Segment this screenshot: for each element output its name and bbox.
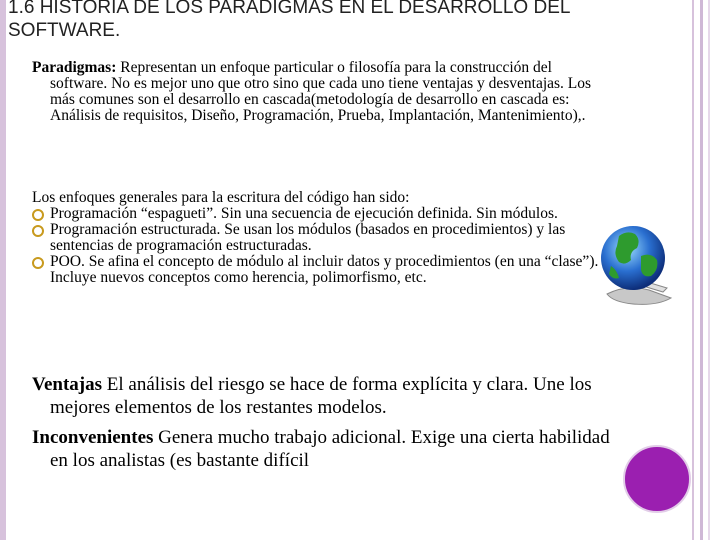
enfoques-section	[32, 190, 602, 286]
ventajas-paragraph	[32, 373, 632, 419]
list-item	[32, 206, 602, 222]
inconvenientes-label: Inconvenientes	[32, 427, 154, 448]
enfoques-list	[32, 206, 602, 286]
ring-bullet-icon	[32, 257, 44, 269]
globe-computer-icon	[597, 218, 677, 308]
list-item	[32, 254, 602, 286]
list-item	[32, 222, 602, 254]
right-decorative-rail	[692, 0, 694, 540]
right-decorative-rail	[700, 0, 703, 540]
slide-title: 1.6 HISTORIA DE LOS PARADIGMAS EN EL DESARROLLO DEL SOFTWARE.	[8, 0, 570, 41]
inconvenientes-text: Genera mucho trabajo adicional. Exige una cierta habilidad en los analistas (es bastante difícil	[50, 427, 610, 471]
ring-bullet-icon	[32, 225, 44, 237]
left-decorative-rail	[0, 0, 6, 540]
list-item-text: Programación “espagueti”. Sin una secuencia de ejecución definida. Sin módulos.	[50, 205, 558, 222]
paradigmas-paragraph	[32, 60, 607, 124]
list-item-text: POO. Se afina el concepto de módulo al incluir datos y procedimientos (en una “clase”). Incluye nuevos conceptos como herencia, polimorfismo, etc.	[50, 253, 599, 286]
ring-bullet-icon	[32, 209, 44, 221]
enfoques-intro: Los enfoques generales para la escritura del código han sido:	[32, 189, 410, 206]
ventajas-label: Ventajas	[32, 374, 103, 395]
inconvenientes-paragraph	[32, 426, 632, 472]
list-item-text: Programación estructurada. Se usan los módulos (basados en procedimientos) y las sentencias de programación estructuradas.	[50, 221, 566, 254]
paradigmas-label: Paradigmas:	[32, 59, 117, 76]
paradigmas-text: Representan un enfoque particular o filosofía para la construcción del software. No es mejor uno que otro sino que cada uno tiene ventajas y desventajas. Los más comunes son el desarrollo en cascada(metodología de desarrollo en cascada es: Análisis de requisitos, Diseño, Programación, Prueba, Implantación, Mantenimiento),.	[50, 59, 592, 124]
right-decorative-rail	[708, 0, 710, 540]
ventajas-text: El análisis del riesgo se hace de forma explícita y clara. Une los mejores elementos de los restantes modelos.	[50, 374, 592, 418]
decorative-purple-circle	[623, 445, 691, 513]
